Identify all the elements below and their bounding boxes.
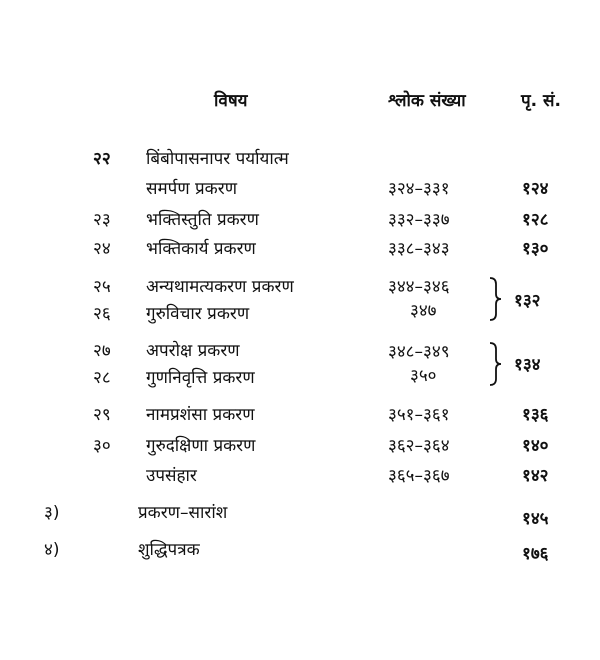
toc-row-24: [0, 236, 600, 268]
verse-range: ३४८–३४९: [388, 342, 450, 362]
chapter-title: अन्यथामत्यकरण प्रकरण: [146, 277, 294, 297]
toc-row-30: [0, 433, 600, 465]
chapter-number: २८: [93, 368, 111, 388]
toc-row-23: [0, 207, 600, 239]
header-verse-count: श्लोक संख्या: [388, 91, 466, 111]
page-number: १२८: [522, 210, 549, 230]
toc-row-22: [0, 146, 600, 178]
right-brace-icon: [488, 341, 502, 387]
toc-row-29: [0, 402, 600, 434]
chapter-title: गुणनिवृत्ति प्रकरण: [146, 368, 255, 388]
verse-single: ३४७: [410, 301, 437, 321]
verse-range: ३३२–३३७: [388, 210, 450, 230]
group-verse-range-25-26: [388, 274, 450, 322]
page-number: १४०: [522, 436, 549, 456]
page-number: १४२: [522, 466, 549, 486]
chapter-title: उपसंहार: [146, 466, 197, 486]
chapter-number: २५: [93, 277, 111, 297]
chapter-title: बिंबोपासनापर पर्यायात्म: [146, 149, 289, 169]
header-subject: विषय: [214, 91, 248, 111]
appendix-number: ४): [44, 540, 60, 560]
page-number: १३६: [522, 405, 549, 425]
verse-range: ३६५–३६७: [388, 466, 450, 486]
chapter-number: २३: [93, 210, 111, 230]
chapter-number: २७: [93, 341, 111, 361]
chapter-number: २६: [93, 304, 111, 324]
toc-row-22-cont: [0, 176, 600, 208]
verse-range: ३४४–३४६: [388, 277, 450, 297]
appendix-number: ३): [44, 503, 60, 523]
chapter-title: अपरोक्ष प्रकरण: [146, 341, 240, 361]
appendix-page-number: १४५: [522, 509, 549, 529]
right-brace-icon: [488, 276, 502, 322]
chapter-title: भक्तिस्तुति प्रकरण: [146, 210, 259, 230]
group-page-number: १३४: [514, 355, 541, 375]
verse-single: ३५०: [410, 366, 437, 386]
chapter-number: २४: [93, 239, 111, 259]
toc-row-26: [0, 301, 600, 333]
chapter-title-continued: समर्पण प्रकरण: [146, 179, 237, 199]
chapter-number: ३०: [93, 436, 111, 456]
chapter-title: गुरुदक्षिणा प्रकरण: [146, 436, 256, 456]
verse-range: ३५१–३६१: [388, 405, 450, 425]
chapter-title: भक्तिकार्य प्रकरण: [146, 239, 256, 259]
appendix-page-number: १७६: [522, 544, 549, 564]
header-page-number: पृ. सं.: [521, 91, 561, 111]
chapter-number: २२: [93, 149, 111, 169]
chapter-number: २९: [93, 405, 111, 425]
verse-range: ३२४–३३१: [388, 179, 450, 199]
chapter-title: नामप्रशंसा प्रकरण: [146, 405, 255, 425]
group-page-number: १३२: [514, 291, 541, 311]
toc-row-28: [0, 365, 600, 397]
toc-row-epilogue: [0, 463, 600, 495]
page-number: १३०: [522, 239, 549, 259]
group-verse-range-27-28: [388, 339, 450, 387]
appendix-title: प्रकरण–सारांश: [138, 503, 228, 523]
verse-range: ३६२–३६४: [388, 436, 450, 456]
chapter-title: गुरुविचार प्रकरण: [146, 304, 250, 324]
verse-range: ३३८–३४३: [388, 239, 450, 259]
page-number: १२४: [522, 179, 549, 199]
appendix-title: शुद्धिपत्रक: [138, 540, 200, 560]
